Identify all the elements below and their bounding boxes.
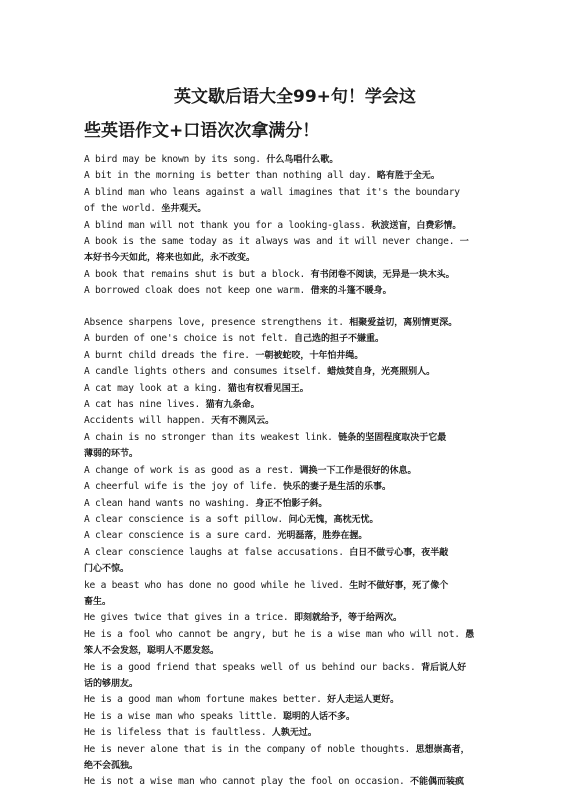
chinese-text: 聪明的人话不多。: [282, 711, 355, 722]
title-line-2: 些英语作文+口语次次拿满分！: [84, 121, 320, 141]
proverb-line: [84, 479, 544, 495]
chinese-text: 有书闭卷不阅读，无异是一块木头。: [310, 269, 455, 280]
proverb-line: [84, 397, 544, 413]
proverb-line: [84, 185, 544, 201]
proverb-line: [84, 463, 544, 479]
chinese-text: 不能偶而装疯: [410, 777, 465, 788]
chinese-text: 话的够朋友。: [84, 678, 139, 689]
proverb-line: [84, 660, 544, 676]
chinese-text: 相聚爱益切，离别情更深。: [349, 318, 458, 329]
proverb-line: [84, 283, 544, 299]
english-text: A burnt child dreads the fire.: [84, 349, 256, 361]
english-text: A candle lights others and consumes itself.: [84, 366, 328, 378]
proverb-line: [84, 643, 544, 659]
english-text: He is never alone that is in the company of noble thoughts.: [84, 743, 416, 755]
chinese-text: 绝不会孤独。: [84, 761, 139, 772]
english-text: A book is the same today as it always was and it will never change.: [84, 236, 460, 248]
proverb-group-1: [84, 152, 544, 300]
english-text: A clear conscience is a sure card.: [84, 530, 278, 542]
proverb-line: [84, 413, 544, 429]
proverb-line: [84, 234, 544, 250]
proverb-line: [84, 692, 544, 708]
chinese-text: 白日不做亏心事，夜半敲: [349, 547, 449, 558]
english-text: He is a good friend that speaks well of us behind our backs.: [84, 661, 422, 673]
english-text: He is a fool who cannot be angry, but he is a wise man who will not.: [84, 628, 466, 640]
chinese-text: 一朝被蛇咬，十年怕井绳。: [255, 350, 364, 361]
chinese-text: 猫有九条命。: [205, 400, 260, 411]
proverb-line: [84, 496, 544, 512]
proverb-line: [84, 742, 544, 758]
english-text: A book that remains shut is but a block.: [84, 268, 311, 280]
proverb-line: [84, 512, 544, 528]
chinese-text: 生时不做好事，死了像个: [349, 580, 449, 591]
chinese-text: 一: [459, 237, 469, 248]
chinese-text: 调换一下工作是很好的休息。: [299, 465, 417, 476]
english-text: A cheerful wife is the joy of life.: [84, 481, 283, 493]
chinese-text: 笨人不会发怒，聪明人不愿发怒。: [84, 646, 220, 657]
chinese-text: 坐井观天。: [161, 204, 207, 215]
chinese-text: 即刻就给予，等于给两次。: [294, 613, 403, 624]
proverb-group-2: [84, 315, 544, 791]
proverb-line: [84, 627, 544, 643]
chinese-text: 略有胜于全无。: [376, 171, 440, 182]
english-text: A cat has nine lives.: [84, 399, 206, 411]
chinese-text: 人孰无过。: [271, 728, 317, 739]
proverb-line: [84, 331, 544, 347]
english-text: A clean hand wants no washing.: [84, 497, 256, 509]
chinese-text: 快乐的妻子是生活的乐事。: [282, 482, 391, 493]
proverb-line: [84, 774, 544, 790]
title-line-1: 英文歇后语大全99+句！学会这: [174, 87, 416, 107]
chinese-text: 畜生。: [84, 596, 112, 607]
chinese-text: 愚: [465, 629, 475, 640]
chinese-text: 天有不测风云。: [211, 416, 275, 427]
english-text: of the world.: [84, 203, 162, 215]
paragraph-gap: [84, 300, 544, 315]
proverb-line: [84, 315, 544, 331]
chinese-text: 好人走运人更好。: [327, 695, 400, 706]
english-text: He is a wise man who speaks little.: [84, 710, 283, 722]
proverb-line: [84, 725, 544, 741]
english-text: He gives twice that gives in a trice.: [84, 612, 294, 624]
english-text: A bird may be known by its song.: [84, 154, 267, 165]
proverb-line: [84, 676, 544, 692]
english-text: He is not a wise man who cannot play the fool on occasion.: [84, 776, 411, 788]
proverb-line: [84, 758, 544, 774]
proverb-line: [84, 152, 544, 168]
english-text: ke a beast who has done no good while he lived.: [84, 579, 350, 591]
proverb-line: [84, 348, 544, 364]
proverb-line: [84, 594, 544, 610]
english-text: A blind man will not thank you for a looking-glass.: [84, 219, 372, 231]
proverb-line: [84, 610, 544, 626]
proverb-line: [84, 528, 544, 544]
proverb-line: [84, 168, 544, 184]
english-text: Absence sharpens love, presence strengthens it.: [84, 317, 350, 329]
proverb-line: [84, 709, 544, 725]
chinese-text: 猫也有权看见国王。: [227, 383, 309, 394]
chinese-text: 秋波送盲，白费彩情。: [371, 220, 462, 231]
chinese-text: 门心不惊。: [84, 564, 130, 575]
english-text: A chain is no stronger than its weakest link.: [84, 431, 339, 443]
english-text: He is lifeless that is faultless.: [84, 727, 272, 739]
chinese-text: 问心无愧，高枕无忧。: [288, 514, 379, 525]
chinese-text: 借来的斗篷不暖身。: [310, 286, 392, 297]
chinese-text: 背后说人好: [421, 662, 467, 673]
chinese-text: 薄弱的环节。: [84, 449, 139, 460]
chinese-text: 自己选的担子不嫌重。: [294, 334, 385, 345]
proverb-line: [84, 545, 544, 561]
chinese-text: 链条的坚固程度取决于它最: [338, 432, 447, 443]
proverb-line: [84, 561, 544, 577]
english-text: A borrowed cloak does not keep one warm.: [84, 285, 311, 297]
proverb-line: [84, 430, 544, 446]
english-text: Accidents will happen.: [84, 415, 212, 427]
proverb-line: [84, 578, 544, 594]
chinese-text: 思想崇高者，: [415, 744, 470, 755]
chinese-text: 什么鸟唱什么歌。: [266, 155, 339, 165]
english-text: A burden of one's choice is not felt.: [84, 333, 294, 345]
english-text: A clear conscience is a soft pillow.: [84, 513, 289, 525]
chinese-text: 蜡烛焚自身，光亮照别人。: [327, 367, 436, 378]
english-text: A blind man who leans against a wall imagines that it's the boundary: [84, 186, 460, 198]
english-text: A bit in the morning is better than nothing all day.: [84, 170, 377, 182]
proverb-line: [84, 364, 544, 380]
proverb-line: [84, 267, 544, 283]
chinese-text: 身正不怕影子斜。: [255, 498, 328, 509]
proverb-list: [84, 152, 544, 791]
english-text: A change of work is as good as a rest.: [84, 464, 300, 476]
proverb-line: [84, 446, 544, 462]
chinese-text: 本好书今天如此，将来也如此，永不改变。: [84, 253, 256, 264]
proverb-line: [84, 381, 544, 397]
chinese-text: 光明磊落，胜券在握。: [277, 531, 368, 542]
proverb-line: [84, 218, 544, 234]
page-title: [84, 80, 544, 148]
english-text: A clear conscience laughs at false accusations.: [84, 546, 350, 558]
proverb-line: [84, 201, 544, 217]
proverb-line: [84, 250, 544, 266]
english-text: He is a good man whom fortune makes better.: [84, 694, 328, 706]
english-text: A cat may look at a king.: [84, 382, 228, 394]
